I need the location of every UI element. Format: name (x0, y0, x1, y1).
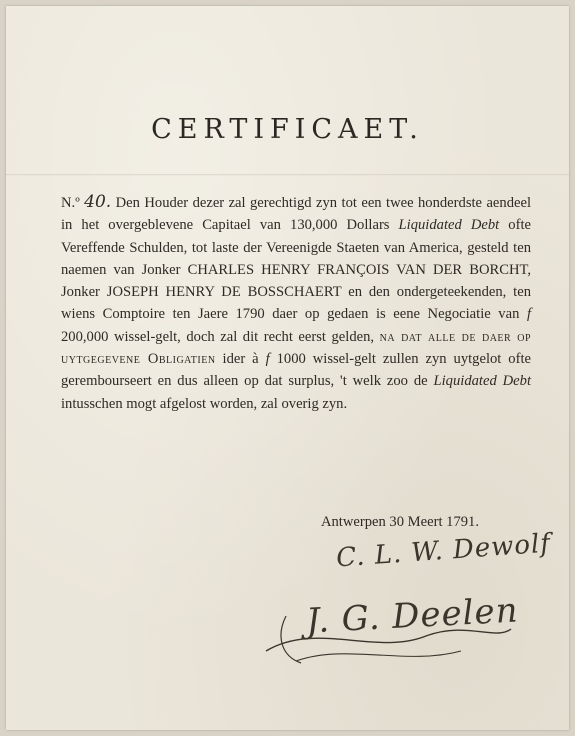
paragraph-segment: f (265, 351, 270, 368)
paragraph-segment: f (526, 306, 531, 323)
paragraph-segment: Liquidated Debt (433, 373, 531, 390)
certificate-body (61, 191, 531, 415)
certificate-paragraph (61, 195, 531, 412)
paragraph-segment: na dat alle de daer op uytgegevene Obligatien (61, 328, 532, 368)
paragraph-segment: ider à (215, 351, 266, 368)
signature-deelen: J. G. Deelen (305, 590, 520, 642)
paper-fold-line (6, 174, 569, 176)
signature-dewolf: C. L. W. Dewolf (335, 528, 552, 574)
certificate-number: 40. (84, 192, 112, 212)
paragraph-segment: ofte Vereffende Schulden, tot laste der Vereenigde Staeten van America, gesteld ten naemen van Jonker CHARLES HENRY FRANÇOIS VAN DER BORCHT, Jonker JOSEPH HENRY DE BOSSCHAERT en den ondergeteekenden, ten wiens Comptoire ten Jaere 1790 daer op gedaen is eene Negociatie van (61, 217, 531, 323)
paragraph-segment: intusschen mogt afgelost worden, zal overig zyn. (61, 395, 348, 412)
place-and-date: Antwerpen 30 Meert 1791. (320, 514, 479, 530)
paragraph-segment: Liquidated Debt (398, 217, 500, 234)
document-title: CERTIFICAET. (151, 114, 424, 145)
paragraph-segment: 200,000 wissel-gelt, doch zal dit recht eerst gelden, (61, 328, 380, 345)
paragraph-segment: 1000 wissel-gelt zullen zyn uytgelot ofte gerembourseert en dus alleen op dat surplus, 't welk zoo de (61, 351, 531, 390)
certificate-sheet (6, 6, 569, 730)
paragraph-segment: Den Houder dezer zal gerechtigd zyn tot een twee honderdste aendeel in het overgeblevene Capitael van 130,000 Dollars (61, 195, 532, 234)
number-prefix: N.º (61, 195, 80, 211)
